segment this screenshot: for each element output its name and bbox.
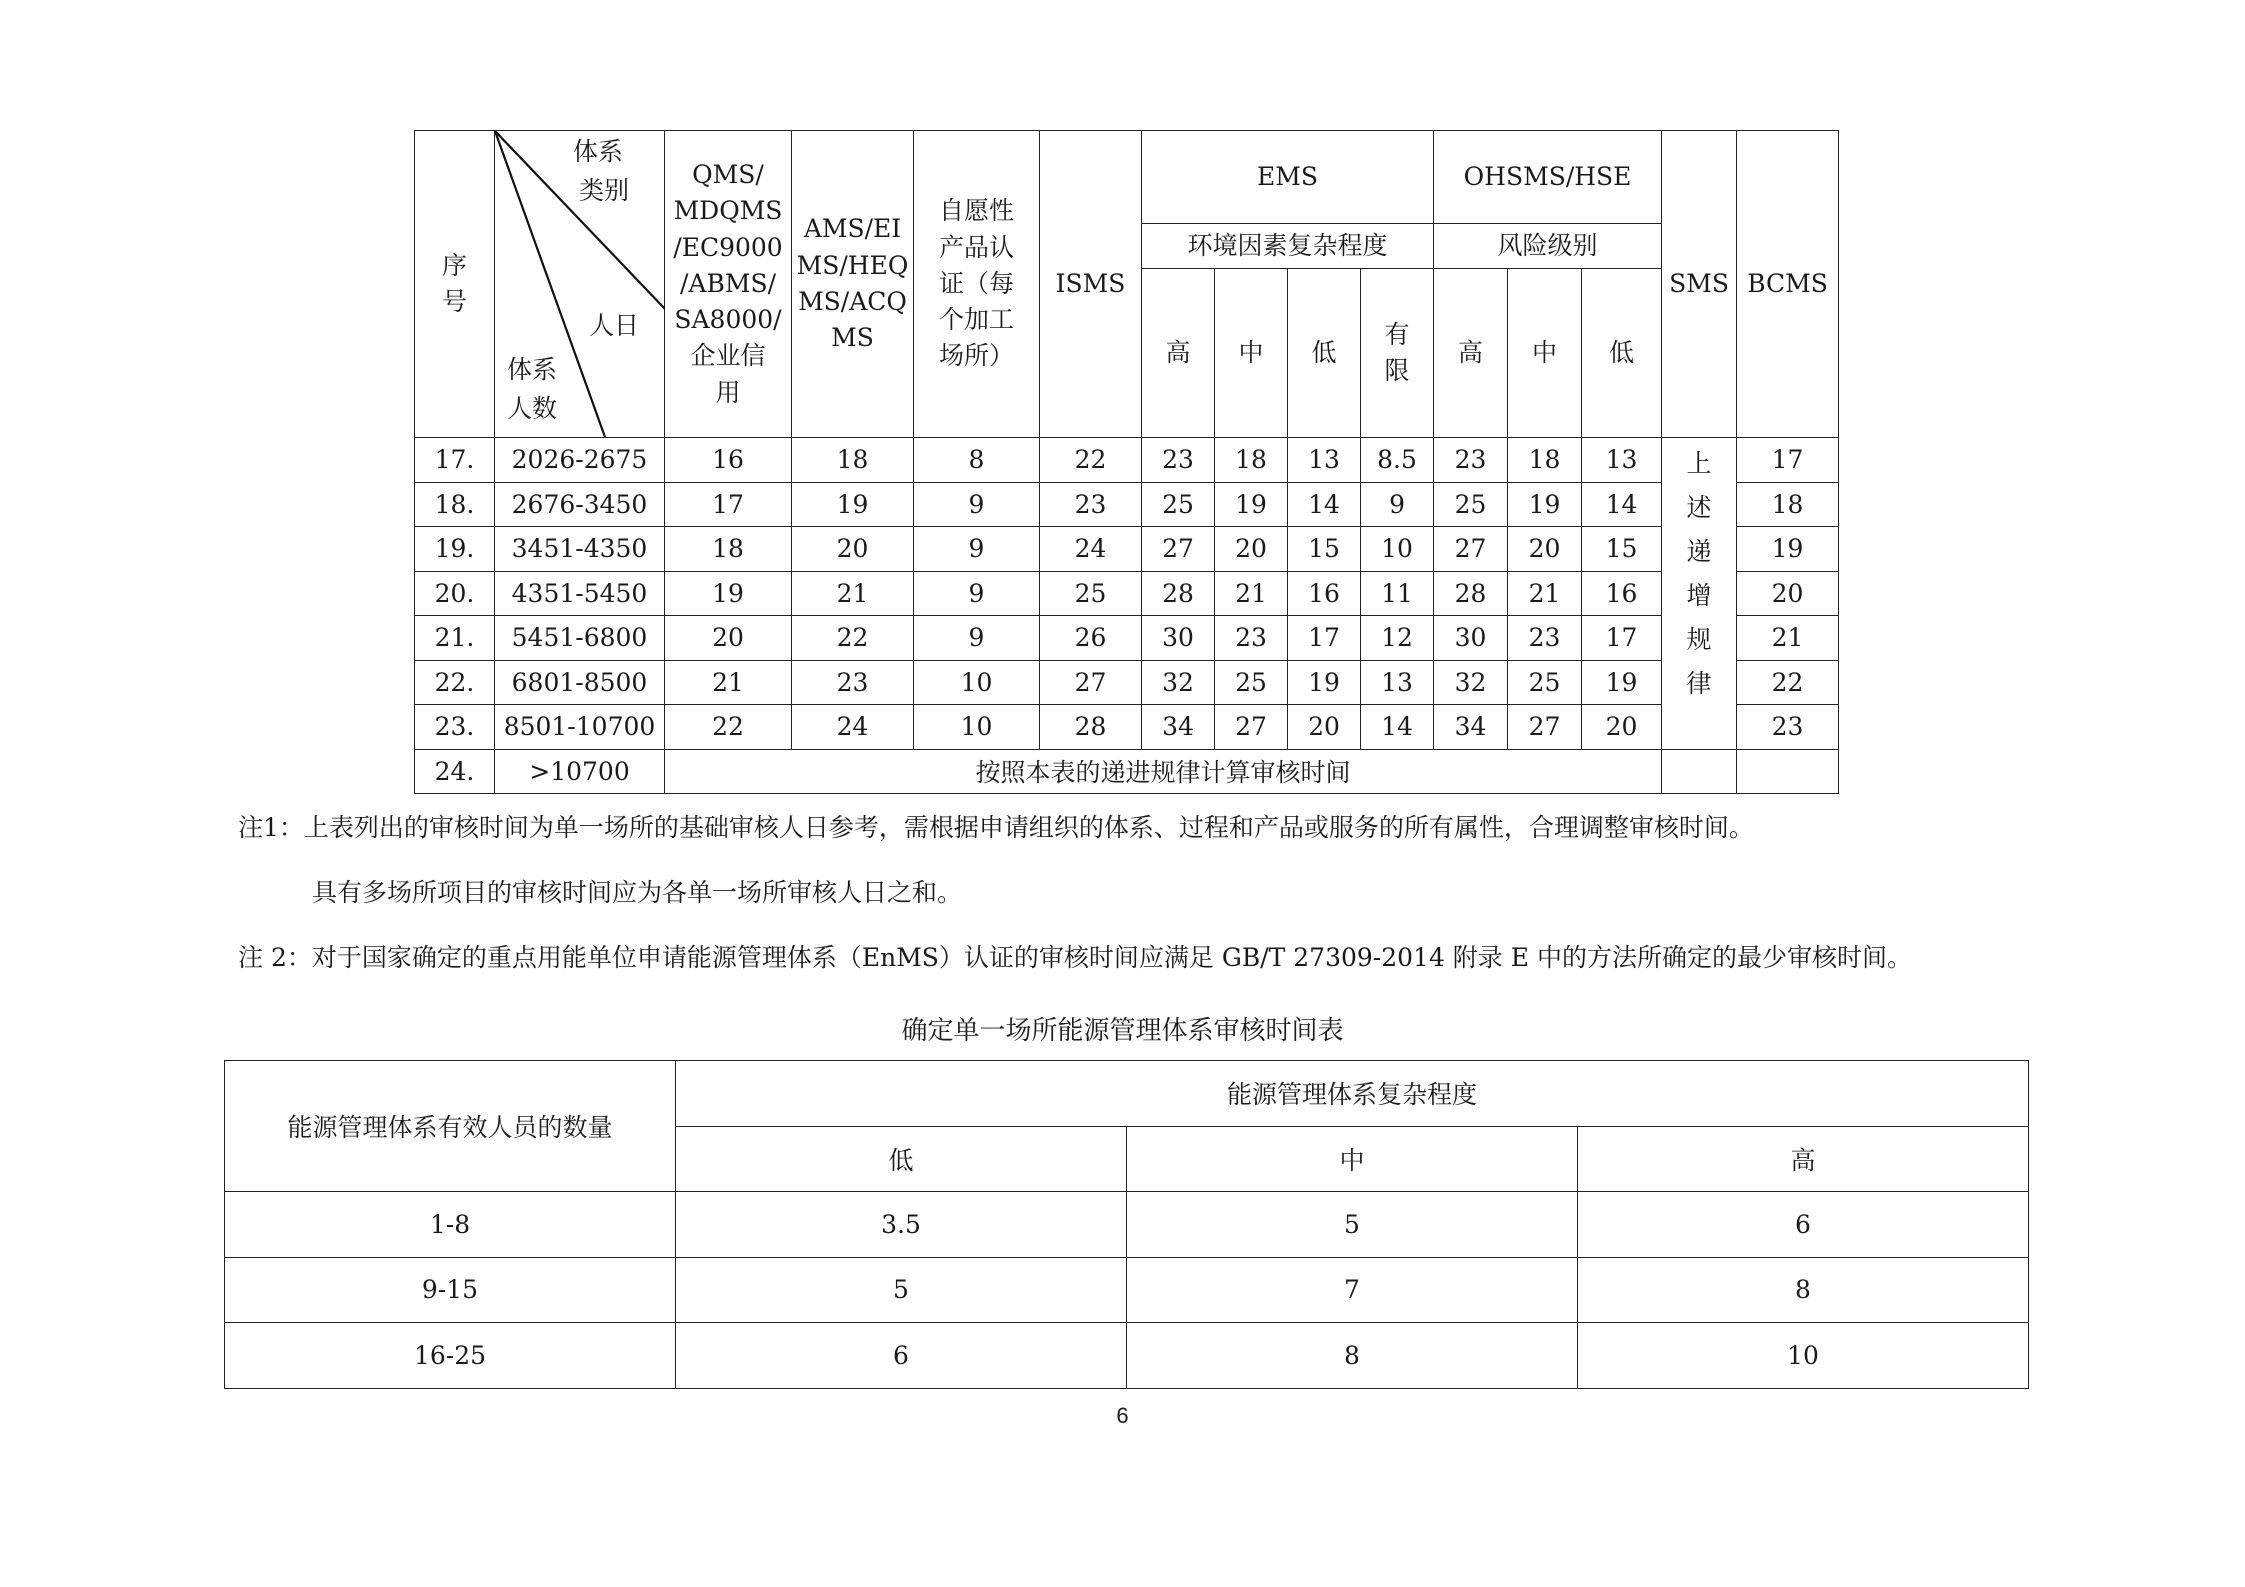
cell-e-x: 10 — [1361, 527, 1434, 572]
cell-vol: 10 — [914, 660, 1040, 705]
cell-bcms: 23 — [1737, 705, 1839, 750]
cell-sms-empty — [1662, 749, 1737, 794]
cell-e-m: 27 — [1215, 705, 1288, 750]
ams-l1: AMS/EI — [803, 214, 902, 244]
header-bcms: BCMS — [1737, 131, 1839, 438]
cell-qms: 20 — [665, 616, 792, 661]
cell-range: 4351-5450 — [495, 571, 665, 616]
cell-o-l: 20 — [1582, 705, 1662, 750]
page-number: 6 — [1116, 1403, 1129, 1428]
t2-row-high: 6 — [1578, 1192, 2029, 1258]
cell-isms: 23 — [1040, 482, 1142, 527]
cell-isms: 28 — [1040, 705, 1142, 750]
vol-l2: 产品认 — [938, 232, 1014, 262]
cell-isms: 22 — [1040, 438, 1142, 483]
table1-body — [415, 438, 1839, 794]
t2-header-group: 能源管理体系复杂程度 — [676, 1061, 2029, 1127]
cell-ams: 18 — [792, 438, 914, 483]
header-diagonal-cell — [495, 131, 665, 438]
cell-e-l: 13 — [1288, 438, 1361, 483]
cell-isms: 27 — [1040, 660, 1142, 705]
cell-bcms: 21 — [1737, 616, 1839, 661]
cell-o-m: 25 — [1508, 660, 1582, 705]
sms-merged-cell — [1662, 438, 1737, 750]
cell-e-m: 21 — [1215, 571, 1288, 616]
sms-merged-char: 上 — [1686, 449, 1712, 478]
qms-l6: 企业信 — [690, 341, 766, 371]
cell-bcms: 18 — [1737, 482, 1839, 527]
cell-e-h: 25 — [1142, 482, 1215, 527]
cell-e-l: 16 — [1288, 571, 1361, 616]
cell-o-h: 32 — [1434, 660, 1508, 705]
t2-row-mid: 5 — [1127, 1192, 1578, 1258]
cell-e-h: 23 — [1142, 438, 1215, 483]
cell-o-l: 14 — [1582, 482, 1662, 527]
sms-merged-char: 递 — [1686, 537, 1712, 566]
cell-e-x: 13 — [1361, 660, 1434, 705]
cell-range: 6801-8500 — [495, 660, 665, 705]
cell-ams: 23 — [792, 660, 914, 705]
t2-row-low: 3.5 — [676, 1192, 1127, 1258]
cell-qms: 16 — [665, 438, 792, 483]
cell-vol: 9 — [914, 527, 1040, 572]
cell-isms: 25 — [1040, 571, 1142, 616]
cell-qms: 22 — [665, 705, 792, 750]
qms-l7: 用 — [715, 377, 741, 407]
cell-range: 8501-10700 — [495, 705, 665, 750]
cell-no: 24. — [415, 749, 495, 794]
ams-l3: MS/ACQ — [798, 286, 907, 316]
cell-vol: 8 — [914, 438, 1040, 483]
cell-bcms: 17 — [1737, 438, 1839, 483]
header-sms: SMS — [1662, 131, 1737, 438]
note-1: 注1：上表列出的审核时间为单一场所的基础审核人日参考，需根据申请组织的体系、过程和产品或服务的所有属性，合理调整审核时间。 — [238, 813, 1754, 842]
cell-bcms: 20 — [1737, 571, 1839, 616]
cell-no: 19. — [415, 527, 495, 572]
cell-o-h: 25 — [1434, 482, 1508, 527]
table-row — [415, 705, 1839, 750]
cell-o-m: 27 — [1508, 705, 1582, 750]
cell-isms: 24 — [1040, 527, 1142, 572]
cell-merged-note: 按照本表的递进规律计算审核时间 — [665, 749, 1662, 794]
diag-top — [573, 133, 629, 211]
ems-level-high: 高 — [1142, 268, 1215, 437]
cell-e-x: 9 — [1361, 482, 1434, 527]
cell-range: 3451-4350 — [495, 527, 665, 572]
ems-level-low: 低 — [1288, 268, 1361, 437]
ems-level-limited-text: 有限 — [1384, 319, 1410, 385]
cell-ams: 19 — [792, 482, 914, 527]
cell-e-h: 30 — [1142, 616, 1215, 661]
diag-top-line1: 体系 — [573, 137, 624, 166]
cell-no: 17. — [415, 438, 495, 483]
ams-l2: MS/HEQ — [796, 250, 909, 280]
cell-ams: 24 — [792, 705, 914, 750]
cell-e-m: 23 — [1215, 616, 1288, 661]
table-row — [415, 527, 1839, 572]
cell-e-h: 27 — [1142, 527, 1215, 572]
cell-o-h: 27 — [1434, 527, 1508, 572]
ohs-level-high: 高 — [1434, 268, 1508, 437]
cell-ams: 20 — [792, 527, 914, 572]
cell-o-m: 20 — [1508, 527, 1582, 572]
table-row — [415, 660, 1839, 705]
ohs-level-low: 低 — [1582, 268, 1662, 437]
cell-e-h: 34 — [1142, 705, 1215, 750]
cell-e-h: 28 — [1142, 571, 1215, 616]
cell-vol: 9 — [914, 482, 1040, 527]
cell-vol: 10 — [914, 705, 1040, 750]
cell-range: 5451-6800 — [495, 616, 665, 661]
t2-header-count: 能源管理体系有效人员的数量 — [225, 1061, 676, 1192]
cell-bcms: 19 — [1737, 527, 1839, 572]
cell-o-l: 15 — [1582, 527, 1662, 572]
table-row-last — [415, 749, 1839, 794]
cell-e-m: 25 — [1215, 660, 1288, 705]
audit-time-table — [414, 130, 1839, 794]
sms-merged-char: 述 — [1686, 493, 1712, 522]
cell-o-m: 21 — [1508, 571, 1582, 616]
ems-level-mid: 中 — [1215, 268, 1288, 437]
table-row — [415, 616, 1839, 661]
cell-qms: 19 — [665, 571, 792, 616]
cell-no: 22. — [415, 660, 495, 705]
ohs-level-mid: 中 — [1508, 268, 1582, 437]
qms-l4: /ABMS/ — [680, 268, 776, 298]
cell-range: >10700 — [495, 749, 665, 794]
diag-bot-line1: 体系 — [507, 355, 558, 384]
t2-row-high: 8 — [1578, 1257, 2029, 1323]
cell-bcms-empty — [1737, 749, 1839, 794]
cell-e-x: 11 — [1361, 571, 1434, 616]
table-row — [415, 438, 1839, 483]
note-1b: 具有多场所项目的审核时间应为各单一场所审核人日之和。 — [312, 878, 963, 907]
cell-e-m: 18 — [1215, 438, 1288, 483]
cell-e-h: 32 — [1142, 660, 1215, 705]
cell-o-h: 28 — [1434, 571, 1508, 616]
diag-bot-line2: 人数 — [507, 393, 558, 423]
cell-no: 21. — [415, 616, 495, 661]
cell-no: 23. — [415, 705, 495, 750]
header-seq — [415, 131, 495, 438]
cell-e-x: 8.5 — [1361, 438, 1434, 483]
cell-o-m: 18 — [1508, 438, 1582, 483]
cell-qms: 18 — [665, 527, 792, 572]
t2-level-low: 低 — [676, 1126, 1127, 1192]
header-ams — [792, 131, 914, 438]
cell-e-x: 12 — [1361, 616, 1434, 661]
cell-no: 20. — [415, 571, 495, 616]
cell-qms: 17 — [665, 482, 792, 527]
cell-o-h: 23 — [1434, 438, 1508, 483]
diag-top-line2: 类别 — [579, 175, 630, 205]
cell-e-m: 20 — [1215, 527, 1288, 572]
cell-e-x: 14 — [1361, 705, 1434, 750]
diag-bottom — [507, 351, 557, 429]
qms-l2: MDQMS — [673, 196, 783, 226]
cell-e-l: 19 — [1288, 660, 1361, 705]
header-ohs-sub: 风险级别 — [1434, 223, 1662, 268]
cell-e-l: 20 — [1288, 705, 1361, 750]
vol-l4: 个加工 — [938, 305, 1014, 334]
diag-mid: 人日 — [589, 311, 640, 340]
cell-o-h: 30 — [1434, 616, 1508, 661]
table-row — [415, 571, 1839, 616]
cell-e-l: 17 — [1288, 616, 1361, 661]
ams-l4: MS — [831, 323, 874, 353]
t2-row-mid: 8 — [1127, 1323, 1578, 1389]
cell-qms: 21 — [665, 660, 792, 705]
vol-l3: 证（每 — [938, 268, 1014, 298]
t2-row-mid: 7 — [1127, 1257, 1578, 1323]
header-voluntary — [914, 131, 1040, 438]
t2-row-high: 10 — [1578, 1323, 2029, 1389]
t2-row-low: 5 — [676, 1257, 1127, 1323]
sms-merged-char: 律 — [1686, 669, 1712, 698]
cell-vol: 9 — [914, 571, 1040, 616]
cell-range: 2676-3450 — [495, 482, 665, 527]
cell-o-l: 17 — [1582, 616, 1662, 661]
table-row — [415, 482, 1839, 527]
cell-e-m: 19 — [1215, 482, 1288, 527]
cell-range: 2026-2675 — [495, 438, 665, 483]
cell-ams: 21 — [792, 571, 914, 616]
header-ems-sub: 环境因素复杂程度 — [1142, 223, 1434, 268]
ems-level-limited — [1361, 268, 1434, 437]
header-ems: EMS — [1142, 131, 1434, 224]
cell-bcms: 22 — [1737, 660, 1839, 705]
note-2: 注 2：对于国家确定的重点用能单位申请能源管理体系（EnMS）认证的审核时间应满足 GB/T 27309-2014 附录 E 中的方法所确定的最少审核时间。 — [238, 943, 1912, 972]
cell-o-h: 34 — [1434, 705, 1508, 750]
cell-o-m: 23 — [1508, 616, 1582, 661]
t2-row-count: 1-8 — [225, 1192, 676, 1258]
t2-level-mid: 中 — [1127, 1126, 1578, 1192]
header-ohs: OHSMS/HSE — [1434, 131, 1662, 224]
t2-level-high: 高 — [1578, 1126, 2029, 1192]
cell-e-l: 15 — [1288, 527, 1361, 572]
qms-l3: /EC9000 — [673, 232, 783, 262]
sms-merged-char: 规 — [1686, 625, 1712, 654]
t2-row-count: 9-15 — [225, 1257, 676, 1323]
qms-l5: SA8000/ — [674, 305, 782, 334]
enms-audit-table — [224, 1060, 2029, 1389]
cell-e-l: 14 — [1288, 482, 1361, 527]
cell-o-l: 16 — [1582, 571, 1662, 616]
cell-ams: 22 — [792, 616, 914, 661]
vol-l1: 自愿性 — [938, 196, 1014, 226]
header-isms: ISMS — [1040, 131, 1142, 438]
cell-isms: 26 — [1040, 616, 1142, 661]
cell-o-l: 13 — [1582, 438, 1662, 483]
t2-row-count: 16-25 — [225, 1323, 676, 1389]
cell-no: 18. — [415, 482, 495, 527]
table2-caption: 确定单一场所能源管理体系审核时间表 — [901, 1016, 1344, 1046]
cell-o-m: 19 — [1508, 482, 1582, 527]
t2-row-low: 6 — [676, 1323, 1127, 1389]
cell-o-l: 19 — [1582, 660, 1662, 705]
sms-merged-char: 增 — [1686, 581, 1712, 610]
cell-vol: 9 — [914, 616, 1040, 661]
seq-label: 序号 — [442, 250, 468, 316]
header-qms — [665, 131, 792, 438]
vol-l5: 场所） — [938, 341, 1014, 371]
qms-l1: QMS/ — [692, 160, 764, 189]
